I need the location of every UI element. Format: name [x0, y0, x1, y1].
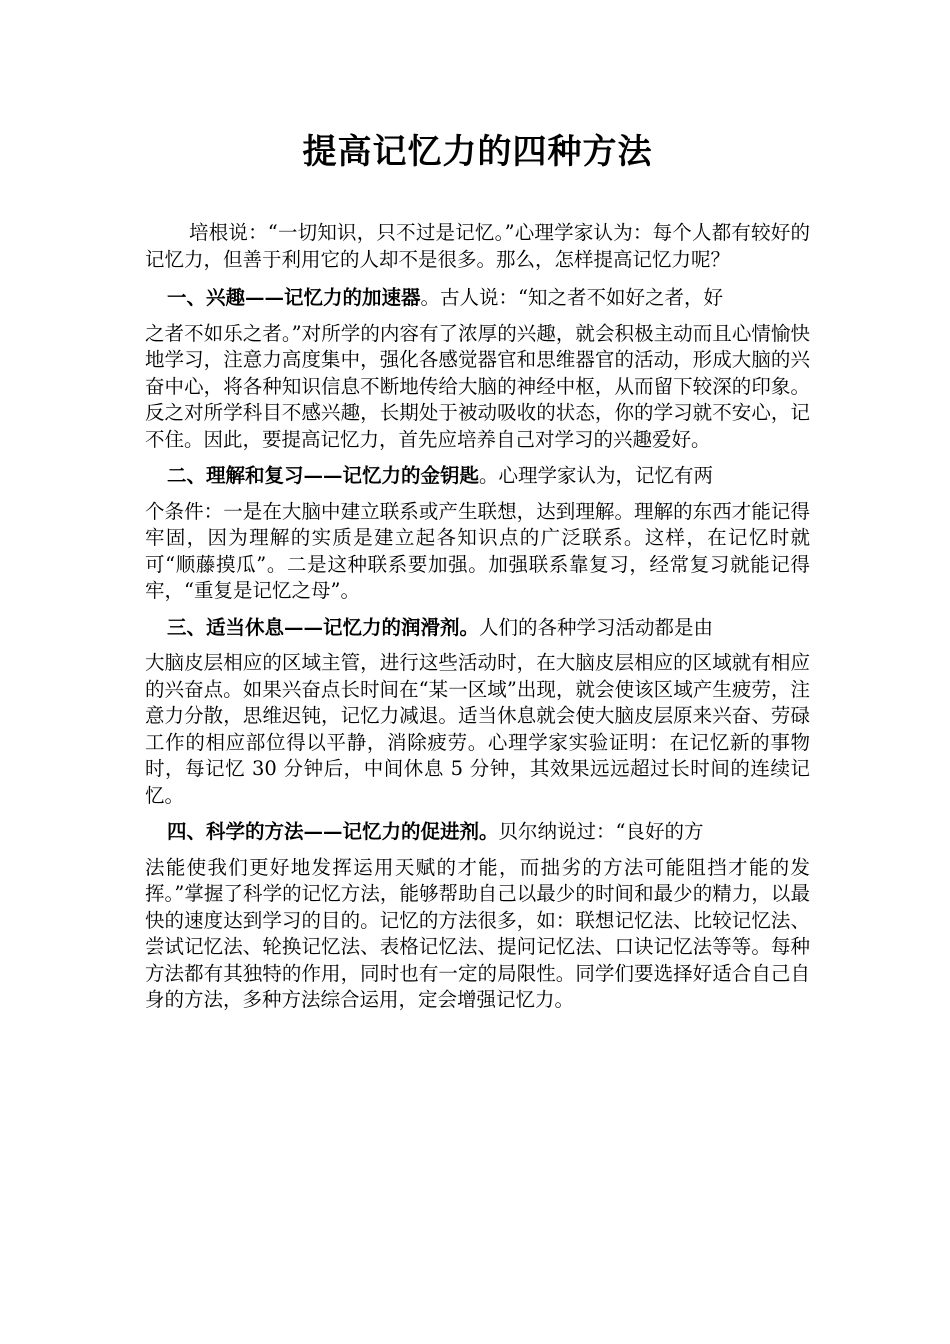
section-body: 大脑皮层相应的区域主管，进行这些活动时，在大脑皮层相应的区域就有相应的兴奋点。如果兴奋点长时间在“某一区域”出现，就会使该区域产生疲劳，注意力分散，思维迟钝，记忆力减退。适当休息就会使大脑皮层原来兴奋、劳碌工作的相应部位得以平静，消除疲劳。心理学家实验证明：在记忆新的事物时，每记忆 30 分钟后，中间休息 5 分钟，其效果远远超过长时间的连续记忆。 [145, 651, 810, 807]
section-lead: 。古人说：“知之者不如好之者，好 [420, 286, 723, 309]
section-body: 之者不如乐之者。”对所学的内容有了浓厚的兴趣，就会积极主动而且心情愉快地学习，注意力高度集中，强化各感觉器官和思维器官的活动，形成大脑的兴奋中心，将各种知识信息不断地传给大脑的神经中枢，从而留下较深的印象。反之对所学科目不感兴趣，长期处于被动吸收的状态，你的学习就不安心，记不住。因此，要提高记忆力，首先应培养自己对学习的兴趣爱好。 [145, 321, 810, 451]
section-lead: 人们的各种学习活动都是由 [479, 615, 714, 639]
section-body: 个条件：一是在大脑中建立联系或产生联想，达到理解。理解的东西才能记得牢固，因为理解的实质是建立起各知识点的广泛联系。这样，在记忆时就可“顺藤摸瓜”。二是这种联系要加强。加强联系靠复习，经常复习就能记得牢，“重复是记忆之母”。 [145, 499, 810, 602]
section-body: 法能使我们更好地发挥运用天赋的才能，而拙劣的方法可能阻挡才能的发挥。”掌握了科学的记忆方法，能够帮助自己以最少的时间和最少的精力，以最快的速度达到学习的目的。记忆的方法很多，如：联想记忆法、比较记忆法、尝试记忆法、轮换记忆法、表格记忆法、提问记忆法、口诀记忆法等等。每种方法都有其独特的作用，同时也有一定的局限性。同学们要选择好适合自己自身的方法，多种方法综合运用，定会增强记忆力。 [145, 855, 810, 1011]
section-first-line [145, 819, 810, 846]
section-heading: 三、适当休息——记忆力的润滑剂。 [167, 615, 480, 639]
section-lead: 。心理学家认为，记忆有两 [479, 464, 714, 487]
section-heading: 四、科学的方法——记忆力的促进剂。 [167, 820, 499, 843]
document-title: 提高记忆力的四种方法 [302, 132, 653, 172]
section-interest [145, 285, 810, 453]
section-understanding [145, 463, 810, 605]
section-first-line [145, 463, 810, 490]
section-heading: 二、理解和复习——记忆力的金钥匙 [167, 464, 480, 487]
section-first-line [145, 615, 810, 642]
intro-paragraph: 培根说：“一切知识，只不过是记忆。”心理学家认为：每个人都有较好的记忆力，但善于利用它的人却不是很多。那么，怎样提高记忆力呢？ [145, 221, 810, 271]
section-heading: 一、兴趣——记忆力的加速器 [167, 286, 421, 309]
section-rest [145, 615, 810, 810]
section-first-line [145, 285, 810, 312]
document-page [145, 0, 810, 1014]
section-method [145, 819, 810, 1014]
section-lead: 贝尔纳说过：“良好的方 [498, 820, 704, 843]
